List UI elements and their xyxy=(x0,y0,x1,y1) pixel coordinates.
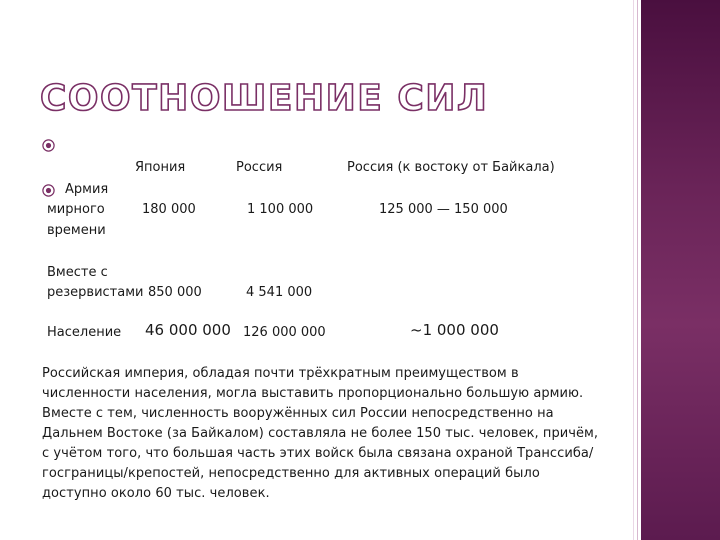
row-label-line: Армия xyxy=(65,182,109,197)
row-label-line: времени xyxy=(47,223,106,238)
header-japan: Япония xyxy=(135,160,186,175)
sidebar-divider xyxy=(637,0,638,540)
slide-title xyxy=(40,74,489,119)
row-label-line: Вместе с xyxy=(47,265,108,280)
row-label-line: резервистами xyxy=(47,285,144,300)
cell-value: 46 000 000 xyxy=(145,321,231,339)
decorative-sidebar xyxy=(641,0,720,540)
cell-value: 126 000 000 xyxy=(243,325,326,340)
cell-value: 180 000 xyxy=(142,202,196,217)
row-label-line: мирного xyxy=(47,202,105,217)
bullet-icon xyxy=(42,139,55,152)
body-paragraph: Российская империя, обладая почти трёхкратным преимуществом в численности населения, могла выставить пропорционально большую армию. Вместе с тем, численность вооружённых сил России непосредственно на Дальнем Востоке (за Байкалом) составляла не более 150 тыс. человек, причём, с учётом того, что большая часть этих войск была связана охраной Транссиба/госграницы/крепостей, непосредственно для активных операций было доступно около 60 тыс. человек. xyxy=(42,366,599,501)
cell-value: ~1 000 000 xyxy=(410,321,499,339)
header-russia-east: Россия (к востоку от Байкала) xyxy=(347,160,555,175)
cell-value: 4 541 000 xyxy=(246,285,313,300)
cell-value: 850 000 xyxy=(148,285,202,300)
row-label-line: Население xyxy=(47,325,122,340)
sidebar-divider xyxy=(633,0,634,540)
title-text: СООТНОШЕНИЕ СИЛ xyxy=(40,78,489,119)
header-russia: Россия xyxy=(236,160,283,175)
cell-value: 125 000 — 150 000 xyxy=(379,202,508,217)
cell-value: 1 100 000 xyxy=(247,202,314,217)
bullet-icon xyxy=(42,184,55,197)
